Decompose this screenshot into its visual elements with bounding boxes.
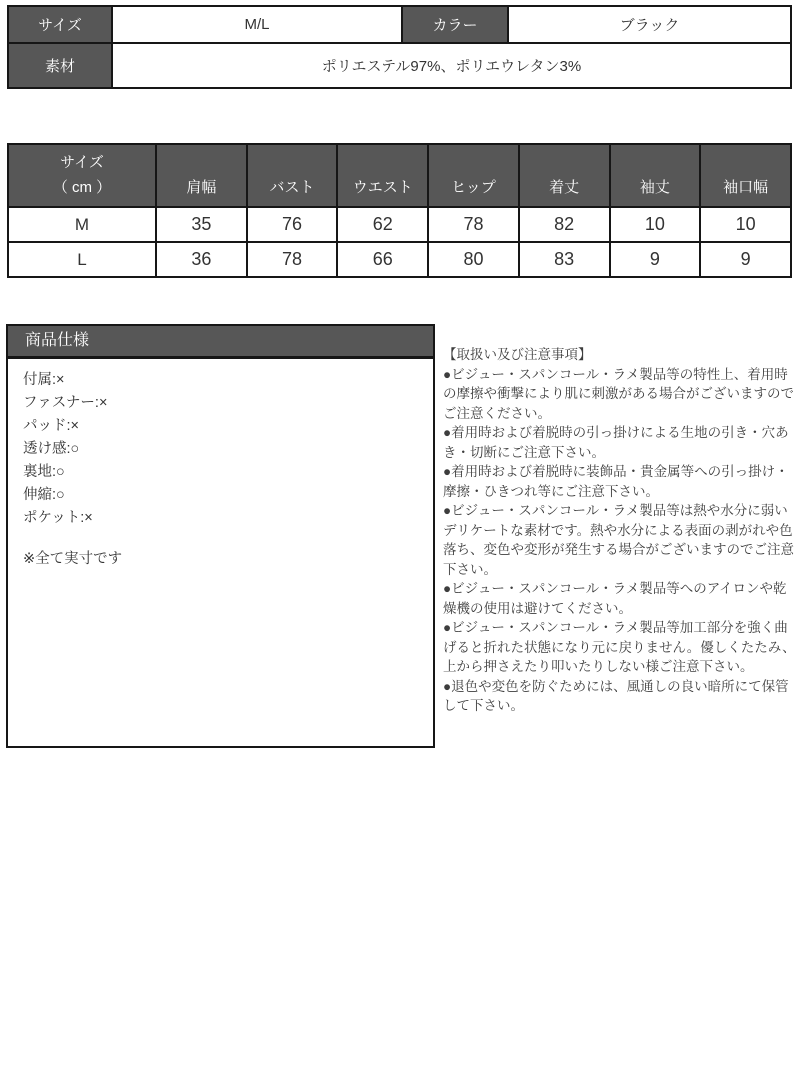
table-cell: 10 <box>700 207 791 242</box>
table-cell: 9 <box>700 242 791 277</box>
col-header-cuff-width: 袖口幅 <box>700 144 791 207</box>
note-item: ●着用時および着脱時に装飾品・貴金属等への引っ掛け・摩擦・ひきつれ等にご注意下さい。 <box>443 464 789 499</box>
color-label-cell: カラー <box>402 6 508 43</box>
table-cell: 62 <box>337 207 428 242</box>
spec-item-lining: 裏地:○ <box>23 464 65 480</box>
table-row <box>8 6 791 43</box>
size-unit-line1: サイズ <box>60 153 104 171</box>
table-cell: 83 <box>519 242 610 277</box>
table-cell: 80 <box>428 242 519 277</box>
table-cell: 10 <box>610 207 701 242</box>
spec-item-fastener: ファスナー:× <box>23 395 108 411</box>
handling-notes <box>443 345 796 716</box>
size-measurement-table <box>7 143 792 278</box>
note-item: ●ビジュー・スパンコール・ラメ製品等は熱や水分に弱いデリケートな素材です。熱や水分による表面の剥がれや色落ち、変色や変形が発生する場合がございますのでご注意下さい。 <box>443 503 794 577</box>
spec-box-title: 商品仕様 <box>8 326 433 359</box>
col-header-bust: バスト <box>247 144 338 207</box>
table-cell: 78 <box>428 207 519 242</box>
table-header-row <box>8 144 791 207</box>
handling-notes-title: 【取扱い及び注意事項】 <box>443 347 592 362</box>
table-row <box>8 43 791 88</box>
table-cell: 36 <box>156 242 247 277</box>
note-item: ●着用時および着脱時の引っ掛けによる生地の引き・穴あき・切断にご注意下さい。 <box>443 425 789 460</box>
color-value-cell: ブラック <box>508 6 791 43</box>
spec-item-accessory: 付属:× <box>23 372 65 388</box>
col-header-length: 着丈 <box>519 144 610 207</box>
note-item: ●ビジュー・スパンコール・ラメ製品等へのアイロンや乾燥機の使用は避けてください。 <box>443 581 787 616</box>
size-label-cell: サイズ <box>8 6 112 43</box>
col-header-shoulder: 肩幅 <box>156 144 247 207</box>
product-info-table <box>7 5 792 89</box>
material-label-cell: 素材 <box>8 43 112 88</box>
table-cell: 78 <box>247 242 338 277</box>
spec-item-pocket: ポケット:× <box>23 510 93 526</box>
col-header-waist: ウエスト <box>337 144 428 207</box>
spec-item-pad: パッド:× <box>23 418 79 434</box>
col-header-hip: ヒップ <box>428 144 519 207</box>
table-cell: 76 <box>247 207 338 242</box>
table-cell: 66 <box>337 242 428 277</box>
size-value-cell: M/L <box>112 6 402 43</box>
table-row-size-l <box>8 242 791 277</box>
table-cell: 35 <box>156 207 247 242</box>
note-item: ●ビジュー・スパンコール・ラメ製品等加工部分を強く曲げると折れた状態になり元に戻りません。優しくたたみ、上から押さえたり叩いたりしない様ご注意下さい。 <box>443 620 796 674</box>
table-row-size-m <box>8 207 791 242</box>
size-unit-header-cell <box>8 144 156 207</box>
spec-box-content <box>8 359 433 571</box>
note-item: ●退色や変色を防ぐためには、風通しの良い暗所にて保管して下さい。 <box>443 678 789 713</box>
spec-item-sheerness: 透け感:○ <box>23 441 80 457</box>
size-unit-line2: （ cm ） <box>52 178 112 196</box>
size-l-cell: L <box>8 242 156 277</box>
table-cell: 82 <box>519 207 610 242</box>
size-m-cell: M <box>8 207 156 242</box>
product-spec-box <box>6 324 435 748</box>
col-header-sleeve-length: 袖丈 <box>610 144 701 207</box>
material-value-cell: ポリエステル97%、ポリエウレタン3% <box>112 43 791 88</box>
note-item: ●ビジュー・スパンコール・ラメ製品等の特性上、着用時の摩擦や衝撃により肌に刺激がある場合がございますのでご注意ください。 <box>443 366 794 421</box>
table-cell: 9 <box>610 242 701 277</box>
spec-measurement-note: ※全て実寸です <box>23 551 123 567</box>
spec-item-stretch: 伸縮:○ <box>23 487 65 503</box>
